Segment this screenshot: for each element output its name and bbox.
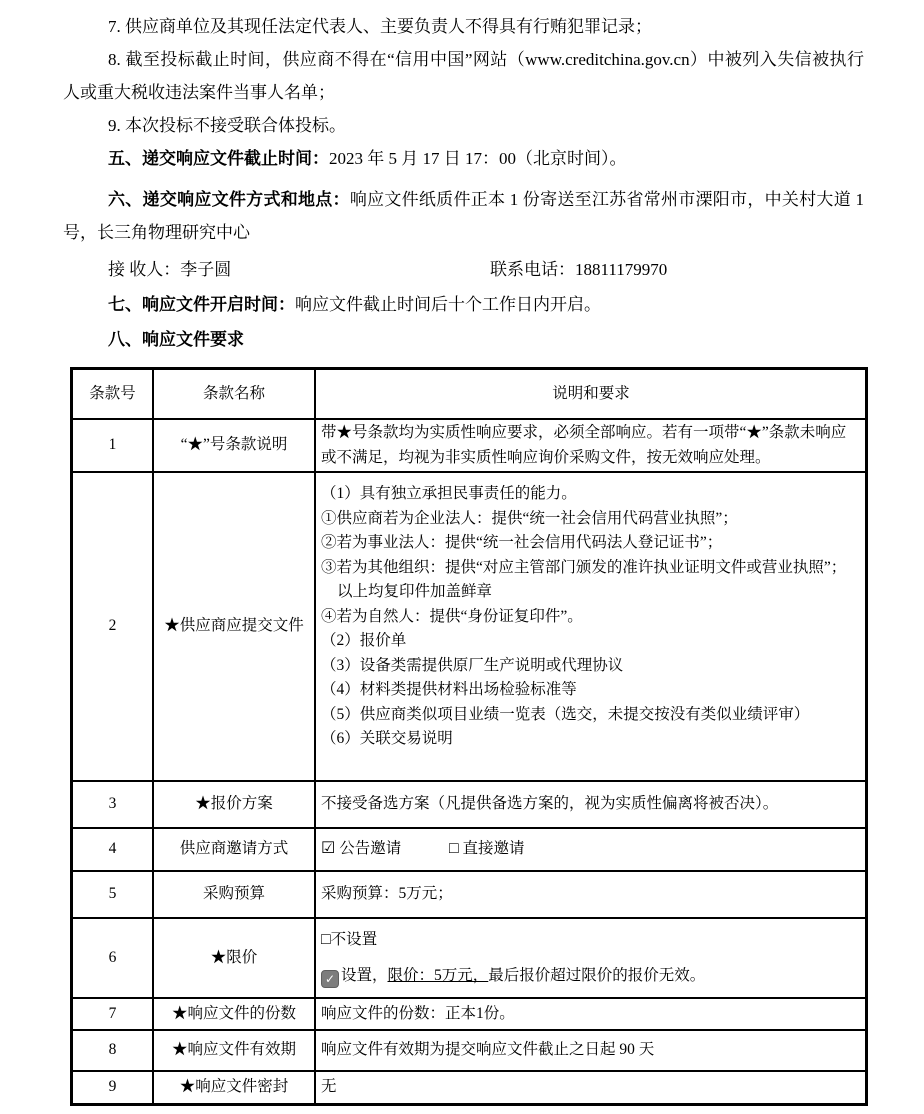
section-5-heading: 五、递交响应文件截止时间： xyxy=(108,149,329,168)
clause-number: 4 xyxy=(72,828,154,871)
clause-number: 9 xyxy=(72,1071,154,1105)
clause-desc: 响应文件的份数：正本1份。 xyxy=(315,998,867,1030)
section-8-heading: 八、响应文件要求 xyxy=(108,330,244,349)
receiver-name: 李子圆 xyxy=(180,260,232,279)
clause-name: 供应商邀请方式 xyxy=(153,828,315,871)
clause-number: 3 xyxy=(72,781,154,828)
invitation-options xyxy=(315,828,867,871)
submit-doc-line: 以上均复印件加盖鲜章 xyxy=(337,583,493,600)
submit-doc-line: ④若为自然人：提供“身份证复印件”。 xyxy=(321,607,583,625)
clause-desc: 带★号条款均为实质性响应要求，必须全部响应。若有一项带“★”条款未响应或不满足，均视为非实质性响应询价采购文件，按无效响应处理。 xyxy=(315,419,867,472)
contact-line xyxy=(63,253,864,286)
table-row xyxy=(72,828,867,871)
submit-doc-line: （4）材料类提供材料出场检验标准等 xyxy=(321,681,577,698)
table-row xyxy=(72,419,867,472)
submit-doc-line: ②若为事业法人：提供“统一社会信用代码法人登记证书”； xyxy=(321,534,723,551)
clause-name: ★限价 xyxy=(153,918,315,998)
table-row xyxy=(72,472,867,781)
limit-value-underlined: 限价：5万元， xyxy=(387,967,489,984)
section-5-text: 2023 年 5 月 17 日 17：00（北京时间）。 xyxy=(329,149,627,168)
table-row xyxy=(72,918,867,998)
table-row xyxy=(72,1071,867,1105)
clause-number: 8 xyxy=(72,1030,154,1071)
clause-number: 7 xyxy=(72,998,154,1030)
submit-doc-line: （2）报价单 xyxy=(321,632,407,649)
section-7-opening xyxy=(63,288,864,321)
clause-number: 5 xyxy=(72,871,154,918)
phone-label: 联系电话： xyxy=(490,260,575,279)
option-no-limit-label: 不设置 xyxy=(330,930,378,948)
clause-name: ★供应商应提交文件 xyxy=(153,472,315,781)
header-description: 说明和要求 xyxy=(315,369,867,420)
table-row xyxy=(72,781,867,828)
header-clause-name: 条款名称 xyxy=(153,369,315,420)
paragraph-9: 9. 本次投标不接受联合体投标。 xyxy=(108,116,346,135)
section-8-requirements xyxy=(63,323,864,356)
submit-doc-line: （6）关联交易说明 xyxy=(321,730,453,747)
requirements-table xyxy=(70,367,868,1106)
table-header-row xyxy=(72,369,867,420)
submit-doc-line: （5）供应商类似项目业绩一览表（选交，未提交按没有类似业绩评审） xyxy=(321,705,810,723)
clause-name: ★响应文件的份数 xyxy=(153,998,315,1030)
section-7-heading: 七、响应文件开启时间： xyxy=(108,295,295,314)
clause-desc: 不接受备选方案（凡提供备选方案的，视为实质性偏离将被否决）。 xyxy=(315,781,867,828)
section-6-delivery xyxy=(63,183,864,249)
option-public-invite: 公告邀请 xyxy=(339,840,402,858)
option-set-limit-suffix: 最后报价超过限价的报价无效。 xyxy=(488,967,706,984)
table-row xyxy=(72,871,867,918)
paragraph-8: 8. 截至投标截止时间，供应商不得在“信用中国”网站（www.creditchina.gov.cn）中被列入失信被执行人或重大税收违法案件当事人名单； xyxy=(63,50,864,102)
submit-doc-line: ①供应商若为企业法人：提供“统一社会信用代码营业执照”； xyxy=(321,509,738,527)
section-6-heading: 六、递交响应文件方式和地点： xyxy=(108,190,350,209)
checkbox-checked-icon[interactable]: ☑ xyxy=(321,840,336,858)
section-7-text: 响应文件截止时间后十个工作日内开启。 xyxy=(295,295,601,314)
receiver-label: 接 收人： xyxy=(108,260,181,279)
section-5-deadline xyxy=(63,142,864,175)
submit-doc-line: （3）设备类需提供原厂生产说明或代理协议 xyxy=(321,656,624,674)
paragraph-7: 7. 供应商单位及其现任法定代表人、主要负责人不得具有行贿犯罪记录； xyxy=(108,17,652,36)
submit-doc-line: ③若为其他组织：提供“对应主管部门颁发的准许执业证明文件或营业执照”； xyxy=(321,558,847,576)
phone-number: 18811179970 xyxy=(575,260,668,279)
phone-block xyxy=(445,253,667,286)
submit-doc-line: （1）具有独立承担民事责任的能力。 xyxy=(321,485,577,502)
clause-name: 采购预算 xyxy=(153,871,315,918)
option-no-limit xyxy=(321,928,861,953)
clause-desc: 采购预算：5万元； xyxy=(315,871,867,918)
section-6-text: 响应文件纸质件正本 1 份寄送至江苏省常州市溧阳市，中关村大道 1 号，长三角物理研究中心 xyxy=(63,190,865,242)
clause-name: “★”号条款说明 xyxy=(153,419,315,472)
clause-name: ★报价方案 xyxy=(153,781,315,828)
header-clause-number: 条款号 xyxy=(72,369,154,420)
clause-name: ★响应文件密封 xyxy=(153,1071,315,1105)
clause-number: 6 xyxy=(72,918,154,998)
clause-number: 1 xyxy=(72,419,154,472)
table-row xyxy=(72,998,867,1030)
checkbox-unchecked-icon[interactable]: □ xyxy=(448,840,459,858)
clause-name: ★响应文件有效期 xyxy=(153,1030,315,1071)
clause-number: 2 xyxy=(72,472,154,781)
table-row xyxy=(72,1030,867,1071)
clause-desc: 无 xyxy=(315,1071,867,1105)
checkbox-unchecked-icon[interactable]: □ xyxy=(321,930,331,948)
option-direct-invite: 直接邀请 xyxy=(462,840,525,858)
option-set-limit-prefix: 设置， xyxy=(341,967,388,984)
checkbox-checked-gray-icon[interactable]: ✓ xyxy=(321,970,339,988)
price-limit-options xyxy=(315,918,867,998)
clause-desc xyxy=(315,472,867,781)
clause-desc: 响应文件有效期为提交响应文件截止之日起 90 天 xyxy=(315,1030,867,1071)
option-set-limit xyxy=(321,964,861,989)
